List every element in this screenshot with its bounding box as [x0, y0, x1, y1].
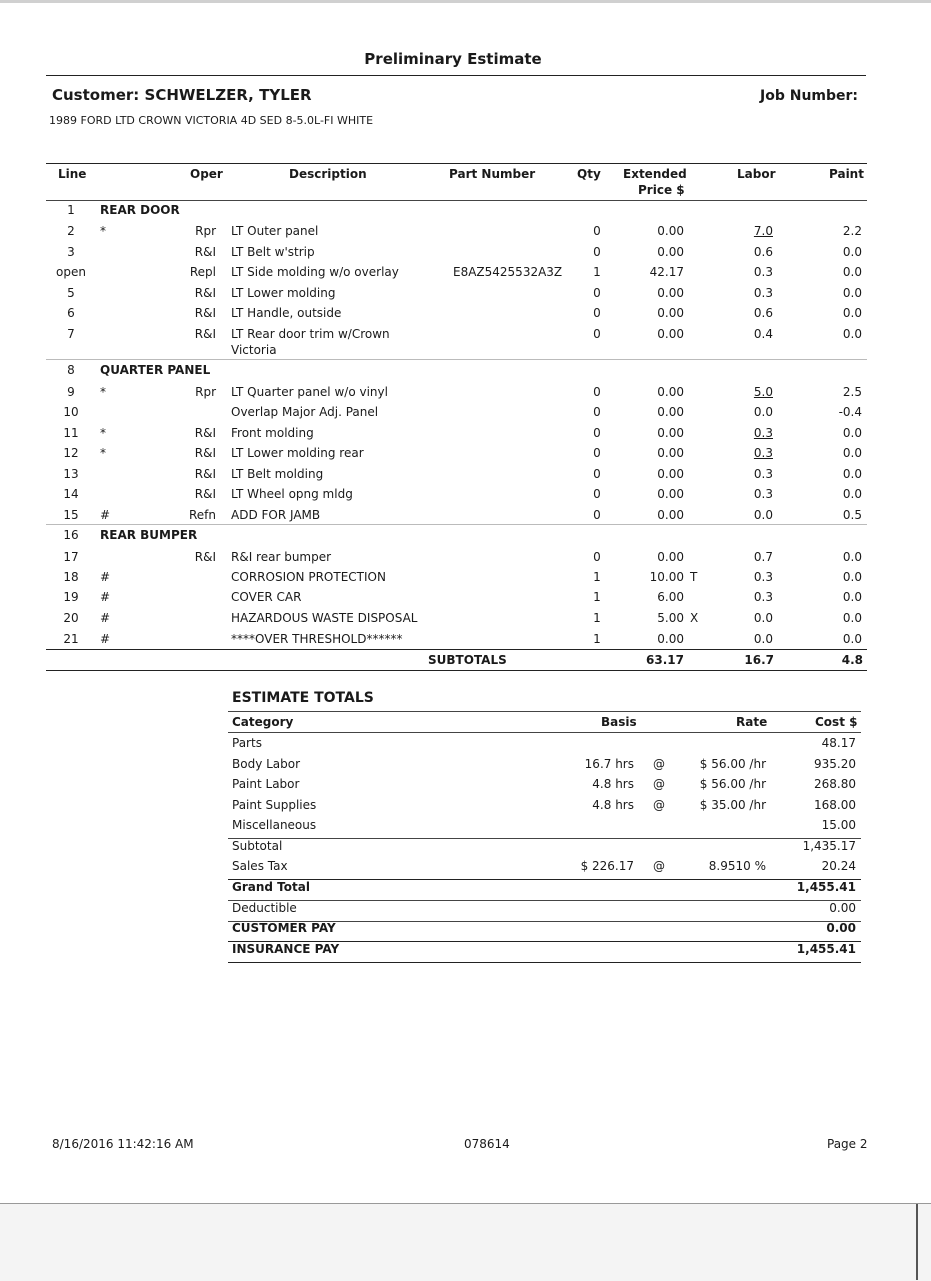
col-header-labor: Labor: [737, 167, 776, 181]
totals-cost: 168.00: [814, 798, 856, 812]
labor-hours: 0.3: [753, 265, 773, 279]
totals-row-rule: [228, 900, 861, 901]
totals-category: CUSTOMER PAY: [232, 921, 336, 935]
extended-price: 0.00: [657, 405, 684, 419]
description: LT Wheel opng mldg: [231, 487, 353, 501]
subtotal-labor: 16.7: [744, 653, 774, 667]
page-title: Preliminary Estimate: [364, 50, 542, 68]
paint-hours: 0.0: [842, 306, 862, 320]
paint-hours: 0.0: [842, 550, 862, 564]
extended-price: 0.00: [657, 467, 684, 481]
totals-rate: $ 56.00 /hr: [699, 757, 766, 771]
extended-price: 0.00: [657, 306, 684, 320]
labor-hours: 0.7: [753, 550, 773, 564]
paint-hours: 0.0: [842, 611, 862, 625]
description: R&I rear bumper: [231, 550, 332, 564]
labor-hours: 0.3: [753, 446, 773, 460]
totals-header-category: Category: [232, 715, 294, 729]
line-number: 17: [63, 550, 79, 564]
description: LT Belt w'strip: [231, 245, 315, 259]
line-marker: #: [100, 570, 111, 584]
totals-category: INSURANCE PAY: [232, 942, 340, 956]
description: LT Rear door trim w/Crown: [231, 327, 390, 341]
quantity: 0: [593, 224, 601, 238]
quantity: 0: [593, 446, 601, 460]
line-number: 3: [67, 245, 75, 259]
labor-hours: 0.0: [753, 611, 773, 625]
line-marker: #: [100, 590, 111, 604]
paint-hours: 0.0: [842, 590, 862, 604]
totals-at-sign: @: [653, 798, 665, 812]
extended-price: 0.00: [657, 327, 684, 341]
totals-basis: 4.8 hrs: [592, 777, 634, 791]
labor-hours: 7.0: [753, 224, 773, 238]
extended-price: 0.00: [657, 446, 684, 460]
description: Front molding: [231, 426, 314, 440]
quantity: 0: [593, 426, 601, 440]
operation: R&I: [194, 446, 216, 460]
totals-category: Body Labor: [232, 757, 301, 771]
extended-price: 0.00: [657, 426, 684, 440]
line-number: 19: [63, 590, 79, 604]
totals-category: Parts: [232, 736, 262, 750]
paint-hours: 2.5: [842, 385, 862, 399]
labor-hours: 0.3: [753, 590, 773, 604]
quantity: 1: [593, 590, 601, 604]
line-marker: *: [100, 446, 106, 460]
line-number: 2: [67, 224, 75, 238]
totals-cost: 15.00: [821, 818, 856, 832]
extended-price: 42.17: [649, 265, 684, 279]
table-header-rule: [46, 200, 867, 201]
paint-hours: 0.5: [842, 508, 862, 522]
description: Overlap Major Adj. Panel: [231, 405, 379, 419]
operation: R&I: [194, 327, 216, 341]
section-heading: REAR DOOR: [100, 203, 180, 217]
scan-edge-mark: [916, 1204, 918, 1280]
totals-at-sign: @: [653, 757, 665, 771]
line-number: 16: [63, 528, 79, 542]
line-marker: #: [100, 611, 111, 625]
totals-basis: 4.8 hrs: [592, 798, 634, 812]
paint-hours: 0.0: [842, 467, 862, 481]
totals-row-rule: [228, 962, 861, 963]
line-number: 9: [67, 385, 75, 399]
extended-price: 0.00: [657, 245, 684, 259]
quantity: 0: [593, 327, 601, 341]
totals-cost: 48.17: [821, 736, 856, 750]
totals-category: Subtotal: [232, 839, 283, 853]
quantity: 0: [593, 508, 601, 522]
totals-at-sign: @: [653, 777, 665, 791]
description: ****OVER THRESHOLD******: [231, 632, 403, 646]
labor-hours: 0.0: [753, 508, 773, 522]
section-divider: [46, 524, 867, 525]
description: LT Handle, outside: [231, 306, 342, 320]
line-number: 5: [67, 286, 75, 300]
operation: R&I: [194, 306, 216, 320]
extended-price: 10.00: [649, 570, 684, 584]
extended-price: 0.00: [657, 550, 684, 564]
description-continued: Victoria: [231, 343, 277, 357]
quantity: 0: [593, 245, 601, 259]
extended-price: 5.00: [657, 611, 684, 625]
col-header-qty: Qty: [577, 167, 601, 181]
estimate-totals-title: ESTIMATE TOTALS: [232, 690, 374, 706]
col-header-oper: Oper: [190, 167, 223, 181]
totals-header-rule: [228, 732, 861, 733]
footer-page: Page 2: [827, 1137, 868, 1151]
totals-category: Deductible: [232, 901, 297, 915]
paint-hours: -0.4: [838, 405, 862, 419]
col-header-paint: Paint: [829, 167, 864, 181]
line-number: 10: [63, 405, 79, 419]
subtotal-price: 63.17: [646, 653, 684, 667]
totals-cost: 0.00: [829, 901, 856, 915]
line-number: 21: [63, 632, 79, 646]
totals-category: Miscellaneous: [232, 818, 317, 832]
labor-hours: 0.6: [753, 306, 773, 320]
quantity: 1: [593, 265, 601, 279]
footer-datetime: 8/16/2016 11:42:16 AM: [52, 1137, 194, 1151]
extended-price: 6.00: [657, 590, 684, 604]
quantity: 0: [593, 487, 601, 501]
operation: Repl: [189, 265, 216, 279]
operation: Rpr: [195, 224, 216, 238]
line-number: 15: [63, 508, 79, 522]
col-header-description: Description: [289, 167, 367, 181]
totals-header-cost: Cost $: [815, 715, 858, 729]
quantity: 0: [593, 385, 601, 399]
description: HAZARDOUS WASTE DISPOSAL: [231, 611, 418, 625]
line-number: 11: [63, 426, 79, 440]
labor-hours: 0.4: [753, 327, 773, 341]
description: LT Lower molding: [231, 286, 336, 300]
labor-hours: 5.0: [753, 385, 773, 399]
quantity: 1: [593, 632, 601, 646]
totals-category: Paint Labor: [232, 777, 300, 791]
description: CORROSION PROTECTION: [231, 570, 386, 584]
customer-name: Customer: SCHWELZER, TYLER: [52, 86, 312, 104]
scan-edge-top: [0, 0, 931, 3]
description: ADD FOR JAMB: [231, 508, 321, 522]
totals-cost: 1,455.41: [796, 942, 856, 956]
paint-hours: 0.0: [842, 487, 862, 501]
quantity: 1: [593, 570, 601, 584]
line-number: 20: [63, 611, 79, 625]
totals-rate: $ 56.00 /hr: [699, 777, 766, 791]
description: COVER CAR: [231, 590, 302, 604]
operation: R&I: [194, 550, 216, 564]
labor-hours: 0.3: [753, 426, 773, 440]
paint-hours: 0.0: [842, 245, 862, 259]
quantity: 1: [593, 611, 601, 625]
labor-hours: 0.3: [753, 570, 773, 584]
section-heading: REAR BUMPER: [100, 528, 198, 542]
subtotal-top-rule: [46, 649, 867, 650]
footer-code: 078614: [464, 1137, 510, 1151]
labor-hours: 0.0: [753, 405, 773, 419]
totals-rate: $ 35.00 /hr: [699, 798, 766, 812]
totals-category: Grand Total: [232, 880, 310, 894]
scan-edge-bottom: [0, 1203, 931, 1281]
line-marker: #: [100, 632, 111, 646]
totals-row-rule: [228, 838, 861, 839]
subtotals-label: SUBTOTALS: [428, 653, 507, 667]
line-marker: *: [100, 426, 106, 440]
col-header-line: Line: [58, 167, 87, 181]
description: LT Belt molding: [231, 467, 324, 481]
description: LT Outer panel: [231, 224, 319, 238]
totals-basis: $ 226.17: [580, 859, 634, 873]
totals-category: Paint Supplies: [232, 798, 317, 812]
labor-hours: 0.3: [753, 487, 773, 501]
paint-hours: 0.0: [842, 286, 862, 300]
extended-price: 0.00: [657, 632, 684, 646]
operation: R&I: [194, 426, 216, 440]
line-number: 14: [63, 487, 79, 501]
quantity: 0: [593, 550, 601, 564]
labor-hours: 0.3: [753, 286, 773, 300]
totals-top-rule: [228, 711, 861, 712]
line-number: 12: [63, 446, 79, 460]
line-number: open: [56, 265, 86, 279]
line-number: 13: [63, 467, 79, 481]
paint-hours: 2.2: [842, 224, 862, 238]
labor-hours: 0.6: [753, 245, 773, 259]
totals-cost: 1,455.41: [796, 880, 856, 894]
paint-hours: 0.0: [842, 446, 862, 460]
quantity: 0: [593, 467, 601, 481]
extended-price: 0.00: [657, 385, 684, 399]
extended-price: 0.00: [657, 487, 684, 501]
totals-cost: 1,435.17: [802, 839, 856, 853]
vehicle-description: 1989 FORD LTD CROWN VICTORIA 4D SED 8-5.0L-FI WHITE: [49, 114, 374, 127]
paint-hours: 0.0: [842, 327, 862, 341]
totals-at-sign: @: [653, 859, 665, 873]
section-heading: QUARTER PANEL: [100, 363, 211, 377]
subtotal-paint: 4.8: [841, 653, 863, 667]
extended-price: 0.00: [657, 508, 684, 522]
col-header-price: Price $: [638, 183, 685, 197]
paint-hours: 0.0: [842, 570, 862, 584]
line-number: 6: [67, 306, 75, 320]
table-top-rule: [46, 163, 867, 164]
line-marker: *: [100, 385, 106, 399]
col-header-extended: Extended: [623, 167, 687, 181]
totals-cost: 20.24: [821, 859, 856, 873]
line-marker: *: [100, 224, 106, 238]
description: LT Lower molding rear: [231, 446, 364, 460]
line-marker: #: [100, 508, 111, 522]
totals-cost: 935.20: [814, 757, 856, 771]
line-number: 7: [67, 327, 75, 341]
operation: Rpr: [195, 385, 216, 399]
quantity: 0: [593, 286, 601, 300]
line-number: 18: [63, 570, 79, 584]
totals-cost: 0.00: [826, 921, 856, 935]
operation: R&I: [194, 286, 216, 300]
quantity: 0: [593, 405, 601, 419]
totals-category: Sales Tax: [232, 859, 288, 873]
operation: R&I: [194, 487, 216, 501]
description: LT Quarter panel w/o vinyl: [231, 385, 388, 399]
price-flag: T: [690, 570, 698, 584]
line-number: 1: [67, 203, 75, 217]
quantity: 0: [593, 306, 601, 320]
title-rule: [46, 75, 866, 76]
description: LT Side molding w/o overlay: [231, 265, 399, 279]
line-number: 8: [67, 363, 75, 377]
operation: R&I: [194, 467, 216, 481]
part-number: E8AZ5425532A3Z: [453, 265, 563, 279]
job-number-label: Job Number:: [760, 88, 859, 104]
operation: R&I: [194, 245, 216, 259]
totals-header-basis: Basis: [601, 715, 637, 729]
labor-hours: 0.3: [753, 467, 773, 481]
totals-cost: 268.80: [814, 777, 856, 791]
totals-rate: 8.9510 %: [708, 859, 766, 873]
paint-hours: 0.0: [842, 632, 862, 646]
totals-basis: 16.7 hrs: [584, 757, 634, 771]
operation: Refn: [188, 508, 216, 522]
paint-hours: 0.0: [842, 265, 862, 279]
extended-price: 0.00: [657, 286, 684, 300]
col-header-part-number: Part Number: [449, 167, 536, 181]
totals-header-rate: Rate: [736, 715, 768, 729]
subtotal-bottom-rule: [46, 670, 867, 671]
extended-price: 0.00: [657, 224, 684, 238]
section-divider: [46, 359, 867, 360]
labor-hours: 0.0: [753, 632, 773, 646]
totals-row-rule: [228, 879, 861, 880]
paint-hours: 0.0: [842, 426, 862, 440]
price-flag: X: [690, 611, 699, 625]
